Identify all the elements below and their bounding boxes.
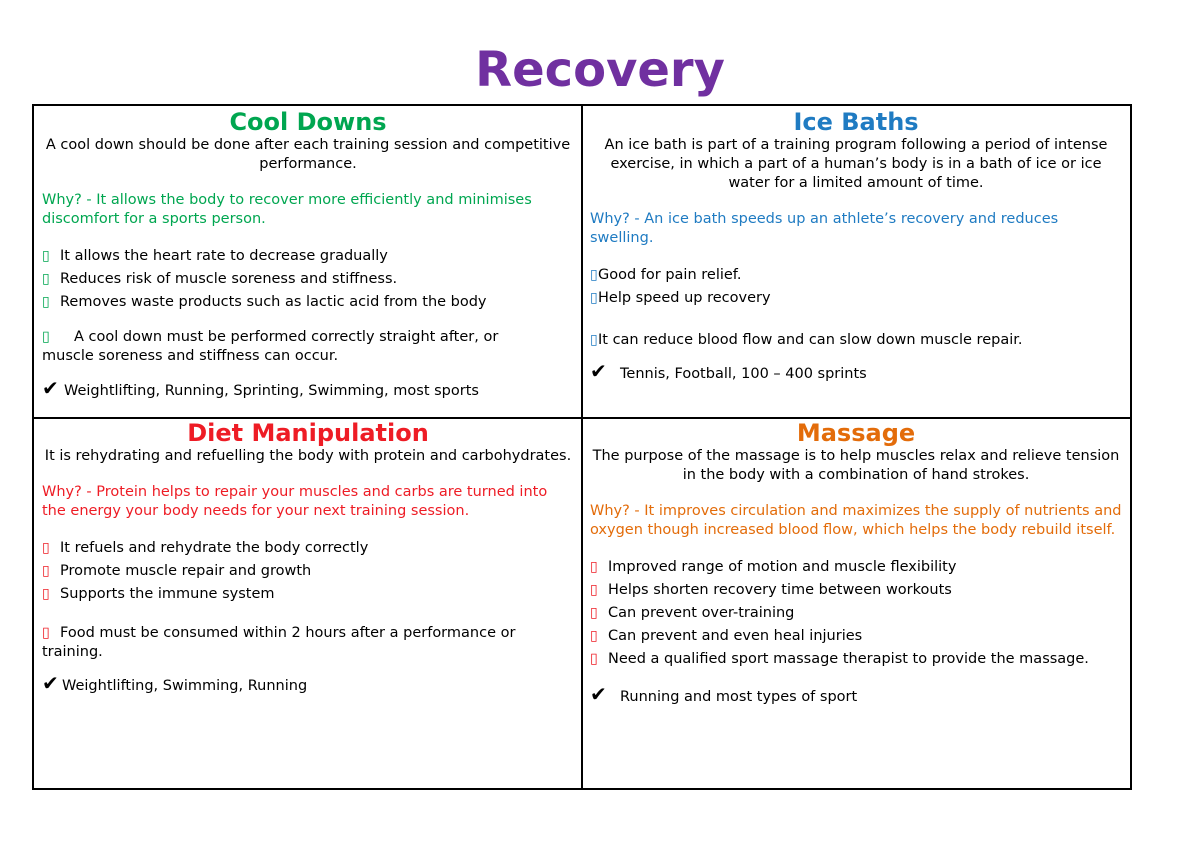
bullet-icon: ▯ — [590, 582, 598, 598]
bullet-icon: ▯ — [42, 540, 50, 556]
diet-manipulation-cell — [42, 419, 574, 696]
massage-cell — [590, 419, 1122, 707]
cool-downs-intro: A cool down should be done after each training session and competitive performance. — [45, 137, 571, 172]
ice-baths-heading: Ice Baths — [793, 108, 919, 136]
bullet-icon: ▯ — [42, 329, 50, 345]
diet-why: Why? - Protein helps to repair your muscles and carbs are turned into the energy your body needs for your next training session. — [42, 484, 548, 519]
massage-sports: ✔ Running and most types of sport — [590, 682, 858, 706]
bullet-icon: ▯ — [590, 290, 598, 306]
check-icon: ✔ — [42, 671, 59, 695]
ice-baths-warning: ▯ It can reduce blood flow and can slow down muscle repair. — [590, 332, 1023, 348]
cool-downs-sports: ✔ Weightlifting, Running, Sprinting, Swimming, most sports — [42, 376, 479, 400]
check-icon: ✔ — [590, 359, 607, 383]
diet-warning: ▯ Food must be consumed within 2 hours after a performance or training. — [42, 625, 516, 660]
list-item: ▯ Good for pain relief. — [590, 267, 742, 283]
bullet-icon: ▯ — [42, 586, 50, 602]
bullet-icon: ▯ — [590, 267, 598, 283]
recovery-grid — [32, 104, 1132, 790]
cool-downs-why: Why? - It allows the body to recover more efficiently and minimises discomfort for a sports person. — [42, 192, 532, 227]
bullet-icon: ▯ — [590, 628, 598, 644]
bullet-icon: ▯ — [42, 563, 50, 579]
list-item: ▯ It allows the heart rate to decrease gradually — [42, 248, 388, 264]
list-item: ▯ Improved range of motion and muscle flexibility — [590, 559, 957, 575]
ice-baths-cell — [590, 108, 1122, 384]
list-item: ▯ Reduces risk of muscle soreness and stiffness. — [42, 271, 398, 287]
list-item: ▯ Can prevent and even heal injuries — [590, 628, 863, 644]
bullet-icon: ▯ — [590, 605, 598, 621]
ice-baths-why: Why? - An ice bath speeds up an athlete’s recovery and reduces swelling. — [590, 211, 1059, 246]
diet-heading: Diet Manipulation — [187, 419, 429, 447]
massage-why: Why? - It improves circulation and maximizes the supply of nutrients and oxygen though increased blood flow, which helps the body rebuild itself. — [590, 503, 1122, 538]
bullet-icon: ▯ — [42, 625, 50, 641]
list-item: ▯ Helps shorten recovery time between workouts — [590, 582, 952, 598]
page-title: Recovery — [475, 42, 725, 98]
bullet-icon: ▯ — [590, 559, 598, 575]
list-item: ▯ It refuels and rehydrate the body correctly — [42, 540, 369, 556]
bullet-icon: ▯ — [42, 271, 50, 287]
bullet-icon: ▯ — [590, 332, 598, 348]
bullet-icon: ▯ — [590, 651, 598, 667]
massage-intro: The purpose of the massage is to help muscles relax and relieve tension in the body with a combination of hand strokes. — [592, 448, 1120, 483]
divider-vertical — [581, 106, 583, 788]
list-item: ▯ Can prevent over-training — [590, 605, 795, 621]
cool-downs-cell — [42, 108, 574, 401]
list-item: ▯ Removes waste products such as lactic acid from the body — [42, 294, 487, 310]
ice-baths-intro: An ice bath is part of a training program following a period of intense exercise, in which a part of a human’s body is in a bath of ice or ice water for a limited amount of time. — [604, 137, 1108, 191]
check-icon: ✔ — [590, 682, 607, 706]
check-icon: ✔ — [42, 376, 59, 400]
diet-sports: ✔ Weightlifting, Swimming, Running — [42, 671, 308, 695]
bullet-icon: ▯ — [42, 294, 50, 310]
massage-heading: Massage — [796, 419, 916, 447]
massage-warning: ▯ Need a qualified sport massage therapist to provide the massage. — [590, 651, 1089, 667]
bullet-icon: ▯ — [42, 248, 50, 264]
list-item: ▯ Promote muscle repair and growth — [42, 563, 312, 579]
ice-baths-sports: ✔ Tennis, Football, 100 – 400 sprints — [590, 359, 867, 383]
cool-downs-warning: ▯ A cool down must be performed correctly straight after, or muscle soreness and stiffness can occur. — [42, 329, 499, 364]
list-item: ▯ Supports the immune system — [42, 586, 275, 602]
diet-intro: It is rehydrating and refuelling the body with protein and carbohydrates. — [44, 448, 572, 464]
cool-downs-heading: Cool Downs — [229, 108, 387, 136]
list-item: ▯ Help speed up recovery — [590, 290, 771, 306]
